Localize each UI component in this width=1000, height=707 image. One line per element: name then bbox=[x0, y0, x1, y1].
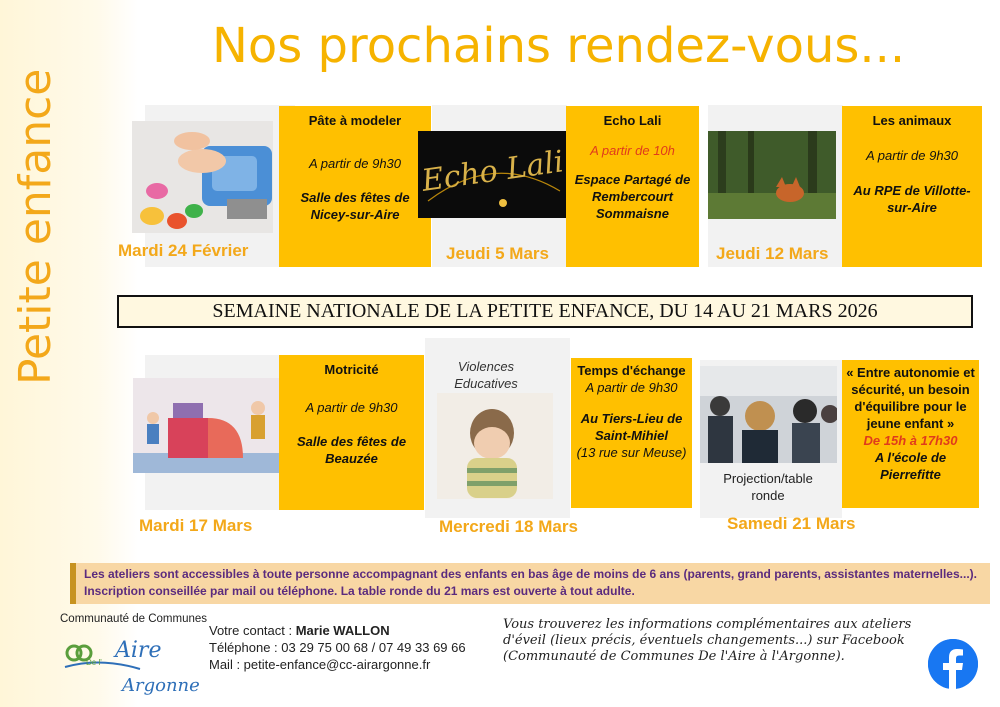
event-place: Au RPE de Villotte-sur-Aire bbox=[853, 183, 971, 215]
contact-mail[interactable]: Mail : petite-enfance@cc-airargonne.fr bbox=[209, 657, 431, 672]
contact-phone: Téléphone : 03 29 75 00 68 / 07 49 33 69 66 bbox=[209, 640, 466, 655]
access-notice: Les ateliers sont accessibles à toute personne accompagnant des enfants en bas âge de moins de 6 ans (parents, grand parents, assistantes maternelles...). Inscription conseillée par mail ou téléphone. La table ronde du 21 mars est ouverte à tout adulte. bbox=[70, 563, 990, 604]
fox-photo bbox=[708, 131, 836, 219]
event-time: De 15h à 17h30 bbox=[863, 433, 958, 448]
echo-lali-image bbox=[418, 131, 570, 218]
event-info-6 bbox=[842, 360, 979, 508]
audience-photo bbox=[700, 366, 837, 463]
event-title: Pâte à modeler bbox=[308, 113, 402, 128]
event-title: Echo Lali bbox=[603, 113, 662, 128]
event-date: Mercredi 18 Mars bbox=[439, 517, 578, 536]
event-time: A partir de 9h30 bbox=[865, 148, 959, 163]
motricity-photo bbox=[133, 378, 283, 473]
child-photo bbox=[437, 393, 553, 499]
event-title: Temps d'échange bbox=[577, 363, 686, 378]
facebook-note: Vous trouverez les informations complémentaires aux ateliers d'éveil (lieux précis, éventuels changements...) sur Facebook (Communauté de Communes De l'Aire à l'Argonne). bbox=[503, 617, 912, 664]
contact-block bbox=[209, 622, 466, 673]
facebook-icon[interactable] bbox=[928, 639, 978, 689]
event-caption: Projection/table ronde bbox=[723, 471, 813, 503]
event-place: Au Tiers-Lieu de Saint-Mihiel bbox=[580, 411, 683, 443]
event-title: Motricité bbox=[324, 362, 379, 377]
svg-text:Argonne: Argonne bbox=[122, 675, 200, 696]
event-info-3 bbox=[842, 106, 982, 267]
svg-text:De l': De l' bbox=[86, 658, 102, 667]
event-subplace: (13 rue sur Meuse) bbox=[576, 445, 687, 460]
svg-text:Aire: Aire bbox=[115, 638, 162, 663]
event-title: Les animaux bbox=[872, 113, 952, 128]
event-date: Jeudi 5 Mars bbox=[446, 244, 549, 263]
event-place: A l'école de Pierrefitte bbox=[874, 450, 947, 482]
event-time: A partir de 9h30 bbox=[308, 156, 402, 171]
playdough-photo bbox=[132, 121, 273, 233]
event-time: A partir de 9h30 bbox=[585, 380, 678, 395]
page-title: Nos prochains rendez-vous... bbox=[212, 18, 906, 74]
event-info-1 bbox=[279, 106, 431, 267]
community-logo bbox=[60, 613, 208, 696]
event-caption: Violences Educatives bbox=[454, 359, 518, 391]
event-info-5 bbox=[571, 358, 692, 508]
side-title: Petite enfance bbox=[10, 68, 61, 385]
contact-name: Marie WALLON bbox=[295, 623, 390, 638]
event-place: Espace Partagé de Rembercourt Sommaisne bbox=[574, 172, 691, 221]
event-place: Salle des fêtes de Beauzée bbox=[296, 434, 407, 466]
event-date: Jeudi 12 Mars bbox=[716, 244, 829, 263]
event-date: Mardi 17 Mars bbox=[139, 516, 253, 535]
week-banner: SEMAINE NATIONALE DE LA PETITE ENFANCE, DU 14 AU 21 MARS 2026 bbox=[117, 295, 973, 328]
contact-label: Votre contact : bbox=[209, 623, 296, 638]
event-date: Samedi 21 Mars bbox=[727, 514, 856, 533]
event-date: Mardi 24 Février bbox=[118, 241, 249, 260]
svg-text:Echo Lali: Echo Lali bbox=[419, 144, 566, 199]
event-info-4 bbox=[279, 355, 424, 510]
event-time: A partir de 10h bbox=[590, 143, 675, 158]
event-time: A partir de 9h30 bbox=[305, 400, 398, 415]
event-title: « Entre autonomie et sécurité, un besoin d'équilibre pour le jeune enfant » bbox=[846, 365, 975, 431]
logo-top-text: Communauté de Communes bbox=[60, 613, 208, 625]
event-info-2 bbox=[566, 106, 699, 267]
event-place: Salle des fêtes de Nicey-sur-Aire bbox=[300, 190, 410, 222]
